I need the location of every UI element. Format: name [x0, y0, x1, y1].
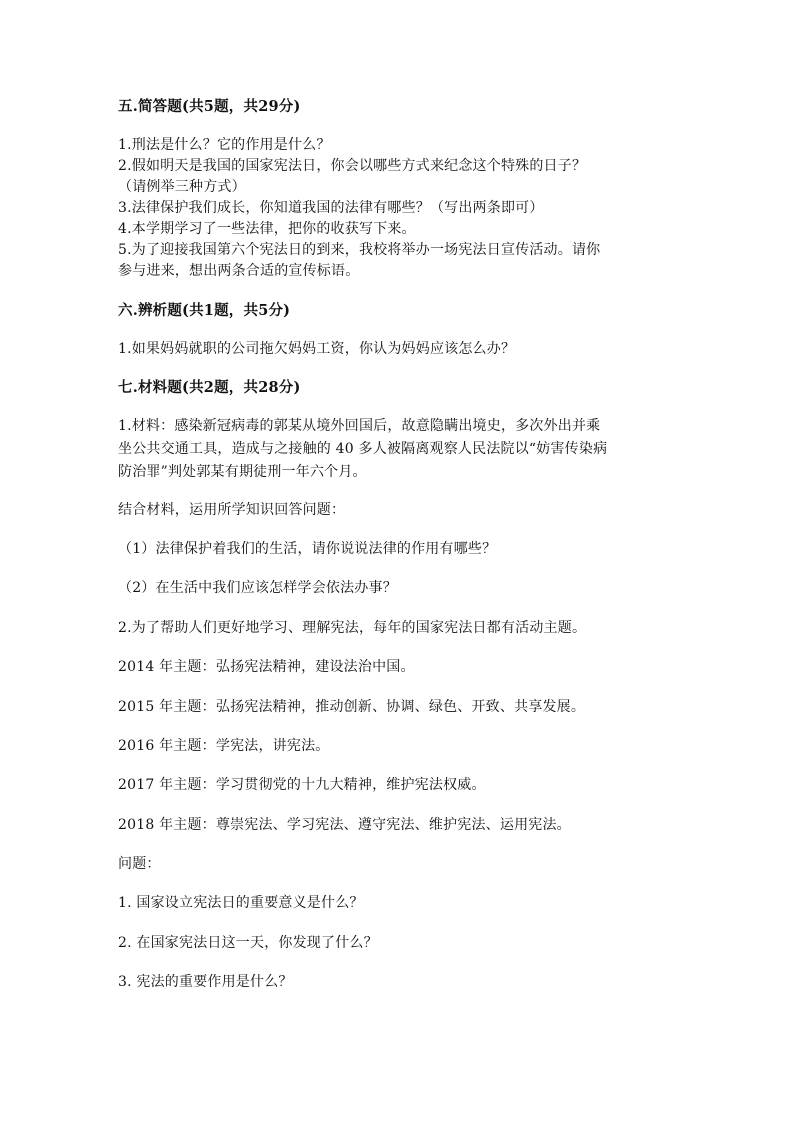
question-3: 3. 宪法的重要作用是什么？ — [118, 974, 293, 990]
section-6-question-1: 1.如果妈妈就职的公司拖欠妈妈工资，你认为妈妈应该怎么办？ — [118, 341, 516, 357]
questions-label: 问题： — [118, 856, 161, 872]
section-5-question-2-line-1: 2.假如明天是我国的国家宪法日，你会以哪些方式来纪念这个特殊的日子？ — [118, 158, 587, 174]
section-7-sub-question-2: （2）在生活中我们应该怎样学会依法办事？ — [118, 580, 397, 596]
theme-2017: 2017 年主题：学习贯彻党的十九大精神，维护宪法权威。 — [118, 777, 486, 793]
section-7-sub-question-1: （1）法律保护着我们的生活，请你说说法律的作用有哪些？ — [118, 541, 497, 557]
section-7-material-1-line-3: 防治罪”判处郭某有期徒刑一年六个月。 — [118, 464, 367, 480]
section-7-material-1-line-1: 1.材料：感染新冠病毒的郭某从境外回国后，故意隐瞒出境史，多次外出并乘 — [118, 418, 601, 434]
section-5-question-1: 1.刑法是什么？它的作用是什么？ — [118, 137, 331, 153]
theme-2016: 2016 年主题：学宪法，讲宪法。 — [118, 738, 330, 754]
section-5-heading: 五.简答题(共5题，共29分) — [118, 98, 301, 115]
section-7-material-1-line-2: 坐公共交通工具，造成与之接触的 40 多人被隔离观察人民法院以“妨害传染病 — [118, 441, 608, 457]
theme-2015: 2015 年主题：弘扬宪法精神，推动创新、协调、绿色、开致、共享发展。 — [118, 699, 586, 715]
section-7-heading: 七.材料题(共2题，共28分) — [118, 379, 301, 396]
section-7-instruction: 结合材料，运用所学知识回答问题： — [118, 502, 346, 518]
section-5-question-3: 3.法律保护我们成长，你知道我国的法律有哪些？（写出两条即可） — [118, 200, 544, 216]
question-1: 1. 国家设立宪法日的重要意义是什么？ — [118, 895, 364, 911]
theme-2018: 2018 年主题：尊崇宪法、学习宪法、遵守宪法、维护宪法、运用宪法。 — [118, 817, 571, 833]
question-2: 2. 在国家宪法日这一天，你发现了什么？ — [118, 935, 378, 951]
section-5-question-5-line-1: 5.为了迎接我国第六个宪法日的到来，我校将举办一场宪法日宣传活动。请你 — [118, 242, 601, 258]
section-7-material-2-intro: 2.为了帮助人们更好地学习、理解宪法，每年的国家宪法日都有活动主题。 — [118, 620, 587, 636]
section-5-question-5-line-2: 参与进来，想出两条合适的宣传标语。 — [118, 263, 360, 279]
theme-2014: 2014 年主题：弘扬宪法精神，建设法治中国。 — [118, 659, 415, 675]
section-6-heading: 六.辨析题(共1题，共5分) — [118, 302, 291, 319]
section-5-question-4: 4.本学期学习了一些法律，把你的收获写下来。 — [118, 221, 416, 237]
section-5-question-2-line-2: （请例举三种方式） — [118, 179, 246, 195]
